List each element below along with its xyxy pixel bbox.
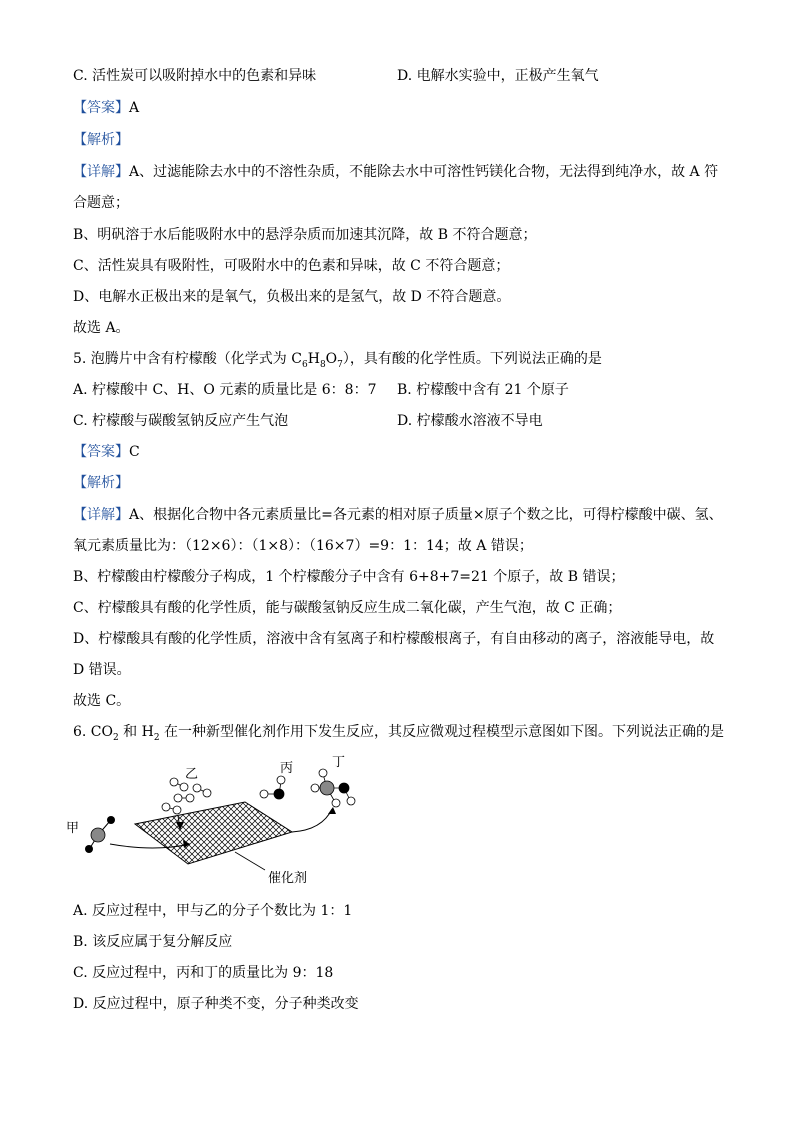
q6-option-d: D. 反应过程中，原子种类不变，分子种类改变 [73,996,359,1012]
q5-detail-3: C、柠檬酸具有酸的化学性质，能与碳酸氢钠反应生成二氧化碳，产生气泡，故 C 正确； [73,600,622,616]
q4-option-c: C. 活性炭可以吸附掉水中的色素和异味 [73,68,317,84]
q5-answer: C [129,444,140,460]
q5-stem: 5. 泡腾片中含有柠檬酸（化学式为 $C_6H_8O_7$），具有酸的化学性质。下列说法正确的是 [73,351,602,370]
label-jia: 甲 [66,820,80,835]
q4-conclusion: 故选 A。 [73,320,130,336]
catalyst-sheet [135,802,292,864]
label-ding: 丁 [332,754,346,769]
catalyst-label: 催化剂 [268,870,308,885]
q5-answer-line: 【答案】C [73,444,140,460]
q6-option-c: C. 反应过程中，丙和丁的质量比为 9：18 [73,965,334,981]
q6-option-b: B. 该反应属于复分解反应 [73,934,233,950]
q4-answer-line [73,98,139,118]
q4-answer: A [129,100,140,116]
label-yi: 乙 [185,766,199,781]
q5-option-a: A. 柠檬酸中 C、H、O 元素的质量比是 6：8：7 [73,382,377,398]
q5-detail-4b: D 错误。 [73,662,131,678]
q4-detail-4: D、电解水正极出来的是氧气，负极出来的是氢气，故 D 不符合题意。 [73,289,511,305]
q6-stem: 6. $CO_2$ 和 $H_2$ 在一种新型催化剂作用下发生反应，其反应微观过程模型示意图如下图。下列说法正确的是 [73,724,725,743]
molecule-bing [260,776,285,799]
q5-conclusion: 故选 C。 [73,693,131,709]
molecule-jia [85,816,115,853]
label-bing: 丙 [280,760,294,775]
q5-detail-4: D、柠檬酸具有酸的化学性质，溶液中含有氢离子和柠檬酸根离子，有自由移动的离子，溶液能导电，故 [73,631,715,647]
q5-analysis-tag: 【解析】 [73,475,129,491]
q5-option-d: D. 柠檬酸水溶液不导电 [397,413,543,429]
reaction-diagram [60,752,380,887]
q4-detail-2: B、明矾溶于水后能吸附水中的悬浮杂质而加速其沉降，故 B 不符合题意； [73,227,537,243]
q5-detail-1: 【详解】A、根据化合物中各元素质量比=各元素的相对原子质量×原子个数之比，可得柠檬酸中碳、氢、 [73,507,723,523]
molecule-yi [162,778,211,814]
q4-detail-3: C、活性炭具有吸附性，可吸附水中的色素和异味，故 C 不符合题意； [73,258,510,274]
q4-analysis-tag: 【解析】 [73,132,129,148]
q5-detail-2: B、柠檬酸由柠檬酸分子构成，1 个柠檬酸分子中含有 6+8+7=21 个原子，故 B 错误； [73,569,625,585]
q5-option-b: B. 柠檬酸中含有 21 个原子 [397,382,569,398]
q5-detail-1b: 氧元素质量比为：（12×6）：（1×8）：（16×7）=9：1：14；故 A 错误； [73,538,533,554]
q4-detail-1b: 合题意； [73,195,129,211]
q5-option-c: C. 柠檬酸与碳酸氢钠反应产生气泡 [73,413,289,429]
q6-option-a: A. 反应过程中，甲与乙的分子个数比为 1：1 [73,903,353,919]
answer-tag: 【答案】 [73,100,129,116]
q4-option-d: D. 电解水实验中，正极产生氧气 [397,68,599,84]
molecule-ding [311,769,355,807]
q4-detail-1: 【详解】A、过滤能除去水中的不溶性杂质，不能除去水中可溶性钙镁化合物，无法得到纯净水，故 A 符 [73,164,719,180]
